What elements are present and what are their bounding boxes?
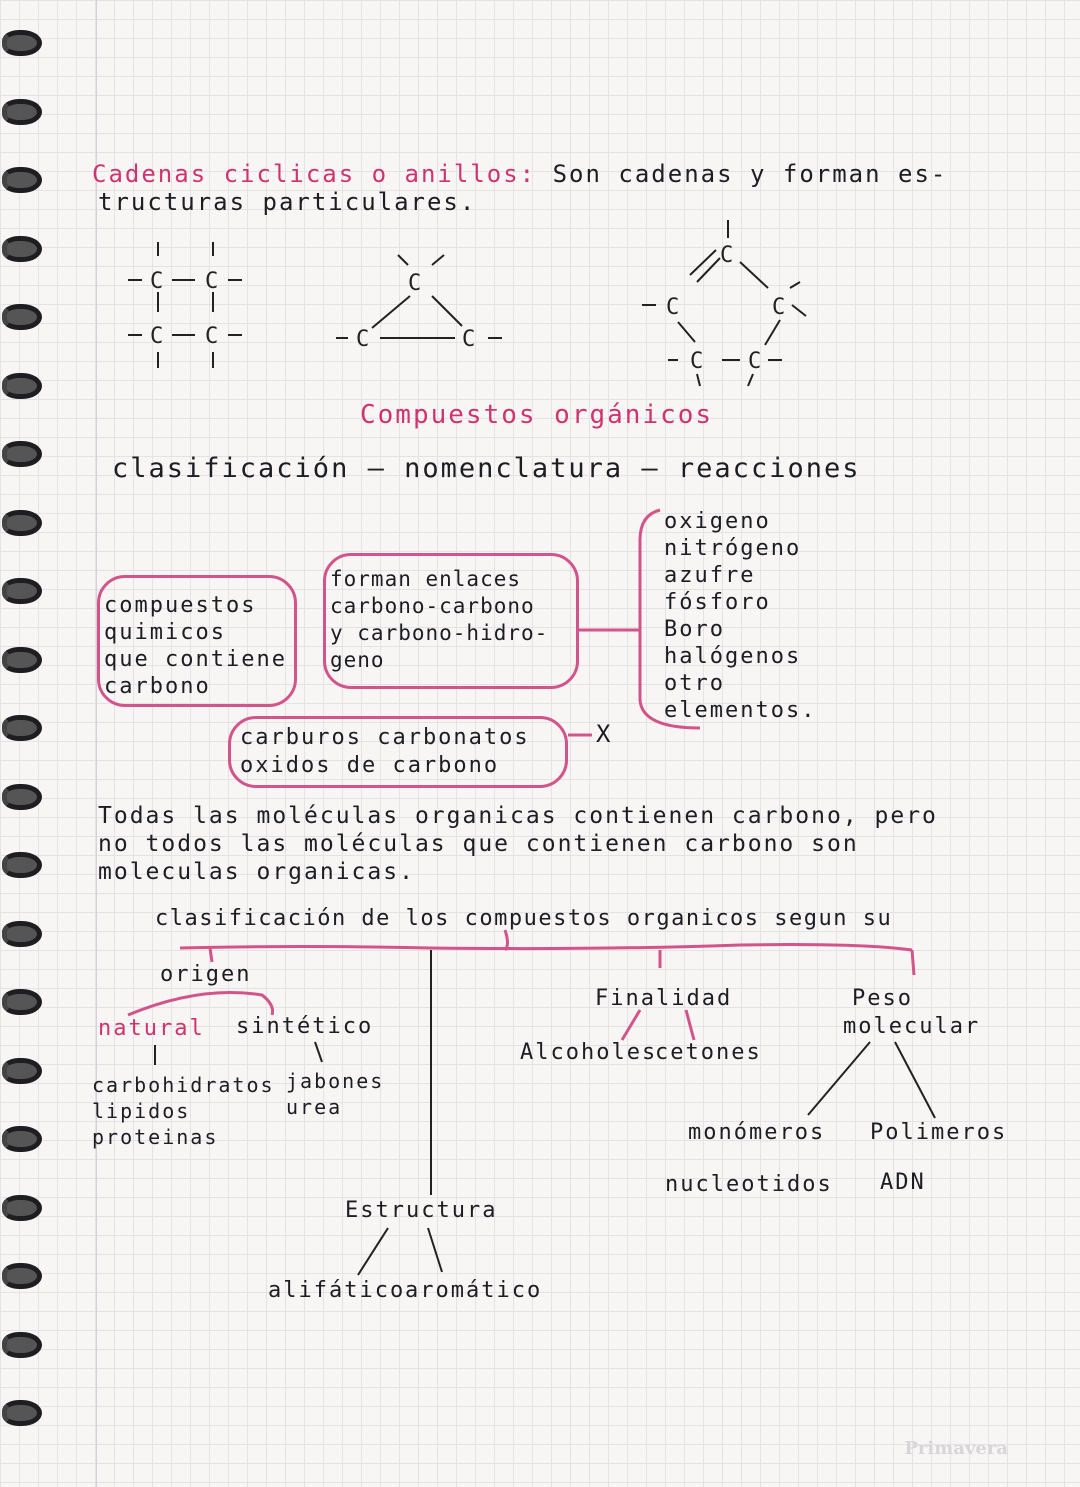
cloud-line: quimicos xyxy=(104,620,226,645)
heading-definition: Son cadenas y forman es- xyxy=(552,160,948,188)
exception-line: oxidos de carbono xyxy=(240,753,500,778)
carbon-atom: C xyxy=(150,324,164,349)
natural-label: natural xyxy=(98,1016,205,1041)
carbon-atom: C xyxy=(690,349,704,374)
square-ring-structure xyxy=(128,242,242,368)
exceptions-text xyxy=(240,724,530,780)
finalidad-label: Finalidad xyxy=(595,986,733,1011)
element-item: elementos. xyxy=(664,698,817,723)
polimeros-label: Polimeros xyxy=(870,1120,1008,1145)
topics-line: clasificación — nomenclatura — reacciones xyxy=(112,453,861,484)
cloud-line: que contiene xyxy=(104,647,287,672)
sintetico-items xyxy=(286,1068,384,1120)
natural-items xyxy=(92,1072,275,1150)
cloud-line: forman enlaces xyxy=(330,567,522,591)
cloud-compounds-text xyxy=(104,592,287,700)
exception-line: carburos carbonatos xyxy=(240,725,530,750)
element-item: Boro xyxy=(664,617,725,642)
elements-list xyxy=(664,508,816,724)
element-item: oxigeno xyxy=(664,509,771,534)
cloud-bonds-text xyxy=(330,566,548,674)
carbon-atom: C xyxy=(150,269,164,294)
paragraph-line: no todos las moléculas que contienen carbono son xyxy=(98,831,859,857)
finalidad-item: Alcoholes xyxy=(520,1040,658,1065)
element-item: nitrógeno xyxy=(664,536,802,561)
cloud-line: carbono-carbono xyxy=(330,594,535,618)
estructura-label: Estructura xyxy=(345,1198,498,1223)
x-mark: X xyxy=(596,720,613,748)
carbon-atom: C xyxy=(205,269,219,294)
estructura-item: alifático xyxy=(268,1278,406,1303)
sintetico-label: sintético xyxy=(236,1014,374,1039)
element-item: fósforo xyxy=(664,590,771,615)
carbon-atom: C xyxy=(408,271,422,296)
finalidad-item: cetones xyxy=(655,1040,762,1065)
classification-title: clasificación de los compuestos organicos segun su xyxy=(155,906,893,931)
paragraph xyxy=(98,802,938,886)
natural-item: carbohidratos xyxy=(92,1073,275,1097)
natural-item: lipidos xyxy=(92,1099,191,1123)
carbon-atom: C xyxy=(356,327,370,352)
heading-term: Cadenas ciclicas o anillos: xyxy=(92,160,537,188)
element-item: halógenos xyxy=(664,644,802,669)
polimeros-example: ADN xyxy=(880,1170,926,1195)
element-item: otro xyxy=(664,671,725,696)
peso-label: Peso xyxy=(852,986,913,1011)
estructura-item: aromático xyxy=(405,1278,543,1303)
sintetico-item: jabones xyxy=(286,1069,385,1093)
origen-label: origen xyxy=(160,962,252,987)
carbon-atom: C xyxy=(205,324,219,349)
carbon-atom: C xyxy=(666,295,680,320)
watermark-logo: Primavera xyxy=(904,1438,1008,1459)
sintetico-item: urea xyxy=(286,1095,343,1119)
cloud-line: carbono xyxy=(104,674,211,699)
cloud-line: geno xyxy=(330,648,385,672)
paragraph-line: moleculas organicas. xyxy=(98,859,415,885)
molecular-label: molecular xyxy=(843,1014,981,1039)
carbon-atom: C xyxy=(772,295,786,320)
cloud-line: y carbono-hidro- xyxy=(330,621,549,645)
natural-item: proteinas xyxy=(92,1125,219,1149)
cloud-line: compuestos xyxy=(104,593,257,618)
monomeros-example: nucleotidos xyxy=(665,1172,833,1197)
carbon-atom: C xyxy=(720,243,734,268)
carbon-atom: C xyxy=(462,327,476,352)
heading-definition-cont: tructuras particulares. xyxy=(98,188,477,216)
triangle-ring-structure xyxy=(336,255,502,338)
monomeros-label: monómeros xyxy=(688,1120,826,1145)
element-item: azufre xyxy=(664,563,756,588)
carbon-atom: C xyxy=(748,349,762,374)
section-title: Compuestos orgánicos xyxy=(360,400,714,430)
paragraph-line: Todas las moléculas organicas contienen carbono, pero xyxy=(98,803,938,829)
